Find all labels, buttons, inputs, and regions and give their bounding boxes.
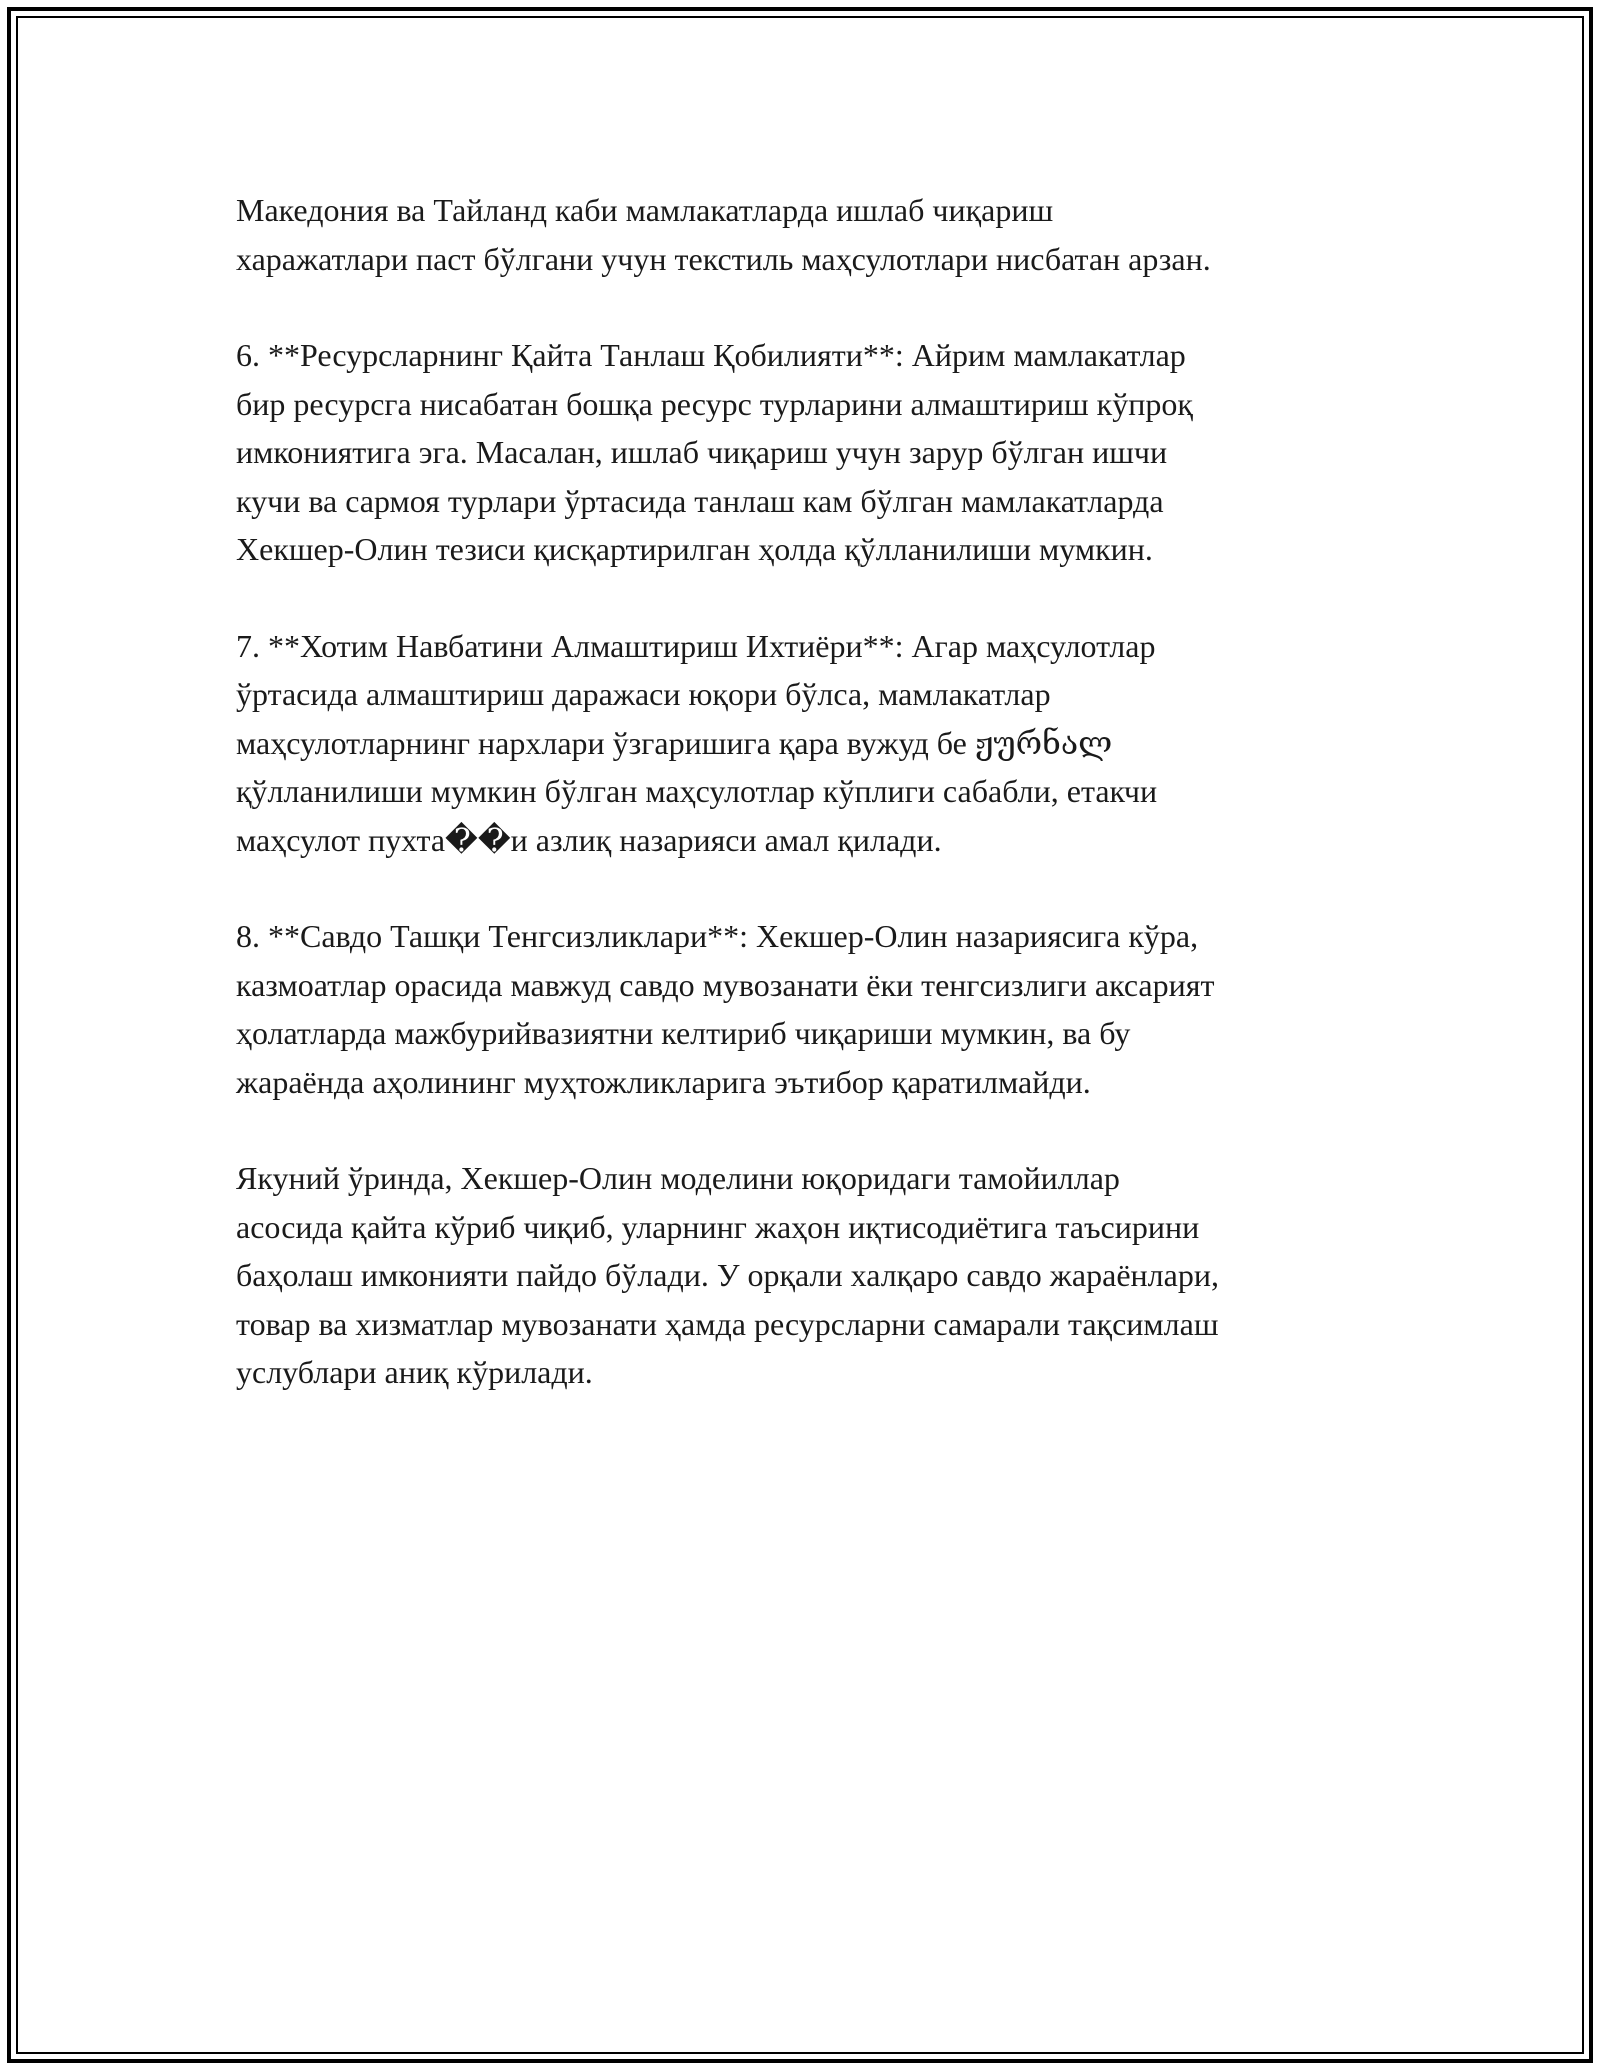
paragraph-item-7 xyxy=(236,622,1386,865)
paragraph-item-8 xyxy=(236,912,1386,1106)
text-line: маҳсулот пухта��и азлиқ назарияси амал қилади. xyxy=(236,821,942,858)
paragraph-conclusion xyxy=(236,1154,1386,1397)
text-line: Якуний ўринда, Хекшер-Олин моделини юқоридаги тамойиллар xyxy=(236,1160,1120,1196)
paragraph-item-6 xyxy=(236,331,1386,574)
text-line: асосида қайта кўриб чиқиб, уларнинг жаҳон иқтисодиётига таъсирини xyxy=(236,1208,1200,1245)
text-line: услублари аниқ кўрилади. xyxy=(236,1354,593,1390)
text-line: жараёнда аҳолининг муҳтожликларига эътибор қаратилмайди. xyxy=(236,1063,1091,1100)
text-line: ҳолатларда мажбурийвазиятни келтириб чиқариши мумкин, ва бу xyxy=(236,1015,1131,1051)
text-line: товар ва хизматлар мувозанати ҳамда ресурсларни самарали тақсимлаш xyxy=(236,1305,1219,1342)
paragraph-intro-cost xyxy=(236,186,1386,283)
text-line: ўртасида алмаштириш даражаси юқори бўлса, мамлакатлар xyxy=(236,676,1051,712)
text-line: бир ресурсга нисабатан бошқа ресурс турларини алмаштириш кўпроқ xyxy=(236,385,1193,422)
text-line: 7. **Хотим Навбатини Алмаштириш Ихтиёри**: Агар маҳсулотлар xyxy=(236,627,1156,664)
text-line: баҳолаш имконияти пайдо бўлади. У орқали халқаро савдо жараёнлари, xyxy=(236,1257,1219,1293)
text-line: Македония ва Тайланд каби мамлакатларда ишлаб чиқариш xyxy=(236,192,1054,228)
text-line: 8. **Савдо Ташқи Тенгсизликлари**: Хекшер-Олин назариясига кўра, xyxy=(236,918,1199,954)
text-line: казмоатлар орасида мавжуд савдо мувозанати ёки тенгсизлиги аксарият xyxy=(236,966,1215,1003)
text-line: қўлланилиши мумкин бўлган маҳсулотлар кўплиги сабабли, етакчи xyxy=(236,773,1158,809)
text-line: имкониятига эга. Масалан, ишлаб чиқариш учун зарур бўлган ишчи xyxy=(236,434,1168,470)
text-line: харажатлари паст бўлгани учун текстиль маҳсулотлари нисбатан арзан. xyxy=(236,240,1211,277)
text-line: кучи ва сармоя турлари ўртасида танлаш кам бўлган мамлакатларда xyxy=(236,482,1164,519)
document-body xyxy=(236,186,1386,1445)
text-line: маҳсулотларнинг нархлари ўзгаришига қара вужуд бе ჟურნალ xyxy=(236,724,1113,761)
text-line: 6. **Ресурсларнинг Қайта Танлаш Қобилияти**: Айрим мамлакатлар xyxy=(236,337,1186,373)
text-line: Хекшер-Олин тезиси қисқартирилган ҳолда қўлланилиши мумкин. xyxy=(236,531,1153,567)
